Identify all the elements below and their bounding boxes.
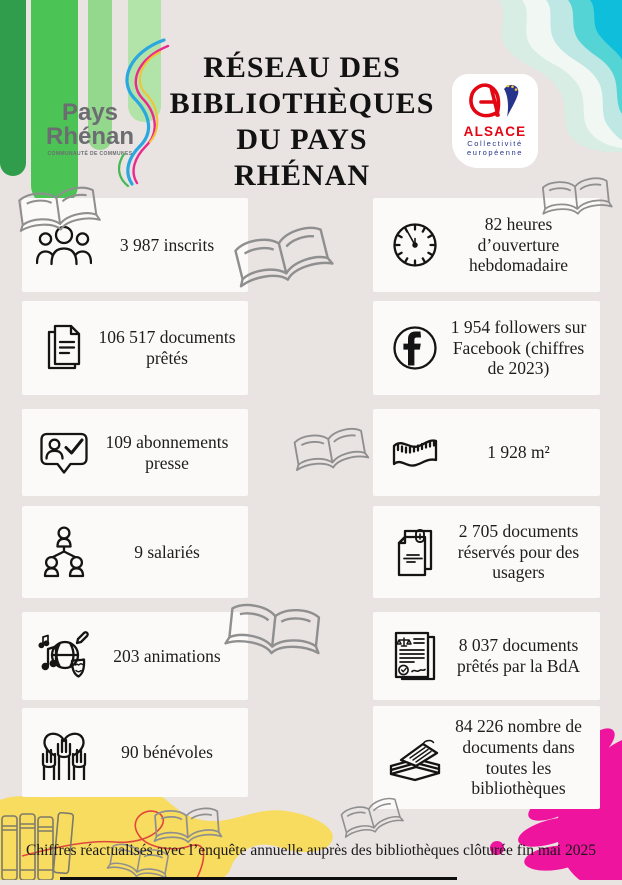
alsace-logo [452, 74, 538, 168]
stat-label: 109 abonnements presse [105, 431, 229, 473]
pays-rhenan-logo-tagline: COMMUNAUTÉ DE COMMUNES [47, 150, 133, 157]
stat-label: 106 517 documents prêtés [98, 327, 236, 368]
reserved-documents-icon [391, 525, 439, 579]
open-book-doodle [536, 170, 616, 222]
alsace-logo-name: ALSACE [463, 124, 527, 139]
green-bar-dark [0, 0, 26, 176]
facebook-icon [389, 322, 441, 374]
alsace-logo-subtitle1: Collectivité [467, 139, 523, 148]
open-book-doodle [219, 595, 328, 664]
clock-icon [389, 219, 441, 271]
measuring-tape-icon [389, 433, 441, 473]
animations-icon [38, 630, 90, 682]
pays-rhenan-logo-line2: Rhénan [45, 122, 134, 150]
stat-label: 1 954 followers sur Facebook (chiffres de 2023) [450, 317, 587, 379]
stat-card-animations [22, 612, 248, 700]
stat-card-collection [373, 706, 600, 809]
stat-label: 1 928 m² [487, 442, 550, 463]
stat-card-facebook [373, 301, 600, 395]
stat-label: 8 037 documents prêtés par la BdA [457, 635, 580, 676]
stat-label: 203 animations [113, 645, 221, 666]
stat-label: 84 226 nombre de documents dans toutes les bibliothèques [455, 716, 582, 799]
staff-icon [40, 525, 88, 579]
stat-card-surface [373, 409, 600, 496]
volunteers-icon [36, 726, 92, 780]
stat-label: 90 bénévoles [121, 742, 213, 763]
stat-label: 3 987 inscrits [119, 234, 215, 255]
loaned-documents-icon [40, 322, 88, 374]
stat-card-benevoles [22, 708, 248, 797]
pays-rhenan-swirl-icon [104, 36, 170, 188]
collection-stack-icon [387, 733, 443, 783]
bda-loans-icon [390, 629, 440, 683]
stat-card-abonnements-presse [22, 409, 248, 496]
stat-card-bda [373, 612, 600, 700]
footer-note: Chiffres réactualisés avec l’enquête annuelle auprès des bibliothèques clôturée fin mai 2025 [26, 842, 596, 859]
open-book-doodle [287, 419, 374, 478]
press-subscription-icon [38, 429, 90, 477]
stat-label: 82 heures d’ouverture hebdomadaire [468, 214, 569, 276]
stat-label: 9 salariés [134, 541, 200, 562]
stat-card-reservations [373, 506, 600, 598]
stat-card-salaries [22, 506, 248, 598]
alsace-emblem-icon [466, 81, 524, 121]
stat-card-documents-pretes [22, 301, 248, 395]
page-title: RÉSEAU DES BIBLIOTHÈQUES DU PAYS RHÉNAN [169, 51, 435, 192]
pays-rhenan-logo-line1: Pays [61, 99, 119, 126]
alsace-logo-subtitle2: européenne [466, 148, 524, 158]
stat-label: 2 705 documents réservés pour des usagers [457, 521, 580, 583]
